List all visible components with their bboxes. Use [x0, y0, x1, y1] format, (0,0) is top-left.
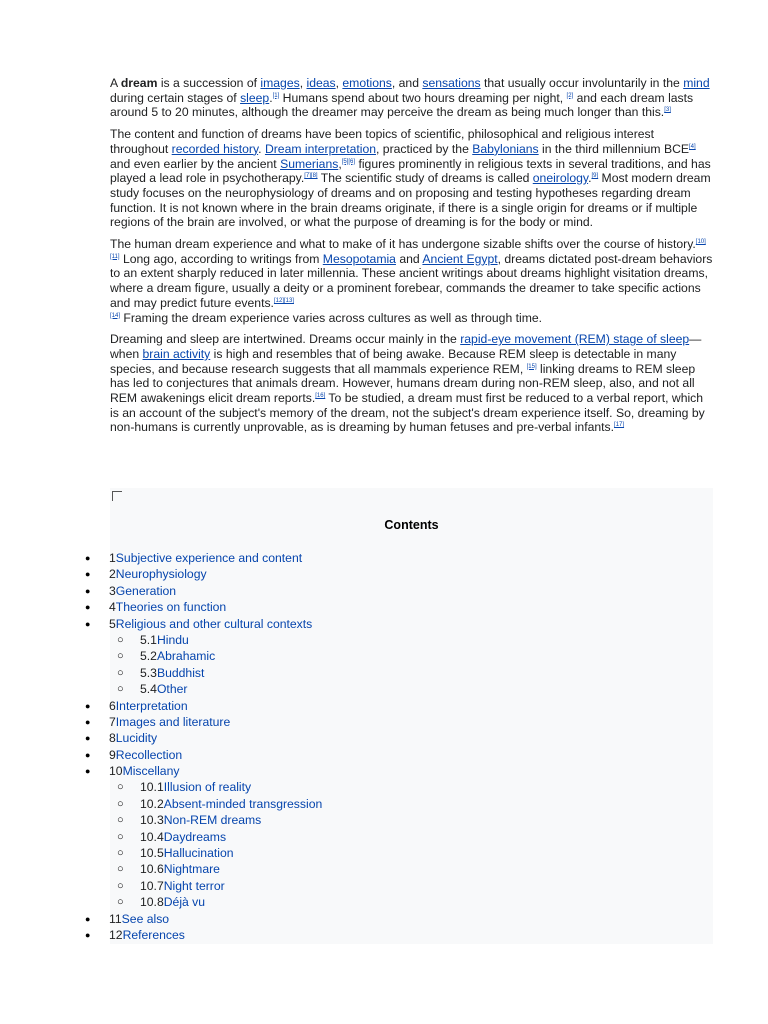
toc-number: 10.3 [140, 813, 164, 828]
toc-text[interactable]: Hindu [156, 632, 189, 647]
toc-text[interactable]: Recollection [115, 747, 183, 762]
toc-item[interactable] [0, 583, 768, 599]
text-run: is high and resembles that of being awake. Because REM sleep is detectable in many species, and because research suggests that all mammals experience REM, [110, 346, 677, 376]
toggle-icon[interactable] [112, 491, 122, 501]
toc-item[interactable] [0, 599, 768, 615]
toc-title: Contents [384, 518, 439, 532]
toc-item[interactable] [0, 861, 768, 877]
toc-item-link[interactable] [140, 779, 251, 795]
toc-item[interactable] [0, 878, 768, 894]
toc-item-link[interactable] [109, 911, 169, 927]
link-brain-activity[interactable]: brain activity [142, 346, 211, 361]
toc-number: 4 [109, 600, 116, 615]
toc-item[interactable] [0, 566, 768, 582]
toc-item-link[interactable] [109, 747, 182, 763]
text-run: . [258, 141, 265, 156]
toc-number: 10.7 [140, 878, 164, 893]
toc-number: 5.3 [140, 665, 157, 680]
disc-bullet-icon: ● [85, 618, 91, 629]
toc-item-link[interactable] [109, 599, 226, 615]
toc-number: 5.2 [140, 649, 157, 664]
citation-link[interactable]: [3] [664, 107, 671, 114]
toc-text[interactable]: Absent-minded transgression [163, 796, 323, 811]
toc-item[interactable] [0, 812, 768, 828]
toc-number: 10 [109, 764, 123, 779]
citation-link[interactable]: [2] [566, 92, 574, 99]
article-intro [110, 76, 714, 442]
citation-link[interactable]: [12][13] [273, 297, 294, 304]
link-rem-sleep[interactable]: rapid-eye movement (REM) stage of sleep [460, 332, 690, 347]
text-run: Dreaming and sleep are intertwined. Dreams occur mainly in the [110, 332, 461, 347]
toc-text[interactable]: Déjà vu [163, 895, 206, 910]
link-sumerians[interactable]: Sumerians [280, 156, 339, 171]
toc-number: 5.4 [140, 682, 157, 697]
text-run: and [395, 251, 423, 266]
disc-bullet-icon: ● [85, 733, 91, 744]
circle-bullet-icon: ○ [117, 863, 124, 876]
toc-text[interactable]: Miscellany [122, 764, 180, 779]
text-run: , [335, 76, 343, 90]
text-run: , practiced by the [376, 141, 473, 156]
link-recorded-history[interactable]: recorded history [171, 141, 259, 156]
toc-text[interactable]: See also [121, 911, 170, 926]
citation-link[interactable]: [10][11] [110, 239, 706, 260]
toc-item-link[interactable] [109, 566, 207, 582]
article-subject-bold: dream [120, 76, 158, 90]
toc-text[interactable]: Interpretation [115, 698, 188, 713]
text-run: during certain stages of [110, 90, 241, 105]
toc-number: 8 [109, 731, 116, 746]
toc-item-link[interactable] [140, 829, 226, 845]
toc-text[interactable]: Lucidity [115, 731, 158, 746]
text-run: Long ago, according to writings from [119, 251, 323, 266]
toc-text[interactable]: Non-REM dreams [163, 813, 262, 828]
toc-item-link[interactable] [109, 698, 188, 714]
disc-bullet-icon: ● [85, 602, 91, 613]
circle-bullet-icon: ○ [117, 666, 124, 679]
link-sleep[interactable]: sleep [240, 90, 270, 105]
text-run: and each dream lasts around 5 to 20 minutes, although the dreamer may perceive the dream as being much longer than this. [110, 90, 694, 120]
circle-bullet-icon: ○ [117, 633, 124, 646]
text-run: , [338, 156, 342, 171]
link-oneirology[interactable]: oneirology [532, 171, 589, 186]
text-run: —when [110, 332, 702, 361]
toc-item[interactable] [0, 911, 768, 927]
text-run: in the third millennium BCE [538, 141, 690, 156]
toc-text[interactable]: Images and literature [115, 714, 231, 729]
toc-text[interactable]: Daydreams [163, 829, 227, 844]
link-ancient-egypt[interactable]: Ancient Egypt [422, 251, 498, 266]
text-run: . [269, 90, 273, 105]
toc-number: 10.8 [140, 895, 164, 910]
toc-item[interactable] [0, 714, 768, 730]
link-emotions[interactable]: emotions [342, 76, 392, 90]
circle-bullet-icon: ○ [117, 683, 124, 696]
circle-bullet-icon: ○ [117, 814, 124, 827]
toc-number: 3 [109, 583, 116, 598]
link-mind[interactable]: mind [683, 76, 710, 90]
text-run: , dreams dictated post-dream behaviors to an extent sharply reduced in later millennia. These ancient writings about dreams highlight visitation dreams, where a dream figure, usually a deity or a prominent forebear, commands the dreamer to take specific actions and may predict future events. [110, 251, 713, 310]
toc-item-link[interactable] [109, 763, 179, 779]
toc-item-link[interactable] [140, 665, 204, 681]
toc-item[interactable] [0, 779, 768, 795]
toc-number: 5.1 [140, 632, 157, 647]
toc-number: 10.4 [140, 829, 164, 844]
table-of-contents [0, 550, 768, 943]
link-babylonians[interactable]: Babylonians [472, 141, 539, 156]
toc-item-link[interactable] [140, 632, 189, 648]
toc-number: 9 [109, 747, 116, 762]
text-run: Humans spend about two hours dreaming per night, [279, 90, 567, 105]
toc-item[interactable] [0, 747, 768, 763]
circle-bullet-icon: ○ [117, 650, 124, 663]
toc-number: 7 [109, 714, 116, 729]
text-run: The human dream experience and what to make of it has undergone sizable shifts over the course of history. [110, 237, 696, 252]
text-run: The content and function of dreams have been topics of scientific, philosophical and religious interest throughout [110, 127, 655, 156]
circle-bullet-icon: ○ [117, 781, 124, 794]
toc-item-link[interactable] [109, 927, 185, 943]
toc-text[interactable]: Other [156, 682, 188, 697]
link-dream-interpretation[interactable]: Dream interpretation [264, 141, 377, 156]
toc-item-link[interactable] [109, 714, 230, 730]
intro-paragraph-2 [110, 127, 714, 230]
toc-item[interactable] [0, 665, 768, 681]
text-run: Framing the dream experience varies across cultures as well as through time. [120, 310, 543, 325]
citation-link[interactable]: [17] [614, 422, 625, 429]
link-sensations[interactable]: sensations [422, 76, 481, 90]
disc-bullet-icon: ● [85, 553, 91, 563]
toc-text[interactable]: Nightmare [163, 862, 220, 877]
intro-paragraph-3 [110, 237, 714, 325]
circle-bullet-icon: ○ [117, 896, 124, 909]
link-images[interactable]: images [260, 76, 300, 90]
circle-bullet-icon: ○ [117, 847, 124, 860]
text-run: . [588, 171, 592, 186]
disc-bullet-icon: ● [85, 749, 91, 760]
text-run: A [110, 76, 121, 90]
toc-item-link[interactable] [109, 583, 176, 599]
citation-link[interactable]: [9] [591, 173, 599, 180]
disc-bullet-icon: ● [85, 716, 91, 727]
toc-text[interactable]: Generation [115, 583, 177, 598]
toc-item[interactable] [0, 550, 768, 566]
text-run: figures prominently in religious texts in several traditions, and has played a lead role in psychotherapy. [110, 156, 711, 186]
toc-text[interactable]: Buddhist [156, 665, 205, 680]
disc-bullet-icon: ● [85, 585, 91, 596]
disc-bullet-icon: ● [85, 569, 91, 580]
toc-number: 2 [109, 567, 116, 582]
intro-paragraph-4 [110, 332, 714, 435]
text-run: The scientific study of dreams is called [317, 171, 533, 186]
toc-item-link[interactable] [140, 648, 215, 664]
toc-item-link[interactable] [140, 894, 205, 910]
citation-link[interactable]: [14] [110, 312, 121, 319]
text-run: and even earlier by the ancient [110, 156, 281, 171]
toc-item-link[interactable] [140, 878, 225, 894]
link-ideas[interactable]: ideas [306, 76, 336, 90]
toc-number: 1 [109, 551, 116, 565]
toc-number: 10.6 [140, 862, 164, 877]
citation-link[interactable]: [16] [315, 393, 326, 400]
toc-number: 10.2 [140, 796, 164, 811]
text-run: To be studied, a dream must first be reduced to a verbal report, which is an account of the subject's memory of the dream, not the subject's dream experience itself. So, dreaming by non-humans is currently unprovable, as is dreaming by human fetuses and pre-verbal infants. [110, 391, 705, 435]
toc-item-link[interactable] [109, 730, 157, 746]
toc-text[interactable]: Illusion of reality [163, 780, 252, 795]
toc-number: 10.1 [140, 780, 164, 795]
toc-item-link[interactable] [140, 812, 261, 828]
toc-number: 12 [109, 927, 123, 942]
citation-link[interactable]: [15] [526, 363, 537, 370]
text-run: linking dreams to REM sleep has led to conjectures that animals dream. However, humans dream during non-REM sleep, also, and not all REM awakenings elicit dream reports. [110, 361, 696, 406]
toc-number: 11 [109, 911, 122, 926]
text-run: is a succession of [157, 76, 261, 90]
disc-bullet-icon: ● [85, 766, 91, 777]
citation-link[interactable]: [1] [272, 92, 280, 99]
toc-text[interactable]: Subjective experience and content [115, 551, 303, 565]
toc-text[interactable]: Neurophysiology [115, 567, 207, 582]
text-run: that usually occur involuntarily in the [480, 76, 684, 90]
toc-number: 5 [109, 616, 116, 631]
toc-item[interactable] [0, 894, 768, 910]
text-run: Most modern dream study focuses on the neurophysiology of dreams and on proposing and testing hypotheses regarding dream function. It is not known where in the brain dreams originate, if there is a single origin for dreams or if multiple regions of the brain are involved, or what the purpose of dreaming is for the body or mind. [110, 171, 711, 230]
disc-bullet-icon: ● [85, 700, 91, 711]
toc-item[interactable] [0, 796, 768, 812]
toc-item[interactable] [0, 730, 768, 746]
text-run: , and [391, 76, 423, 90]
toc-text[interactable]: Hallucination [163, 846, 234, 861]
circle-bullet-icon: ○ [117, 830, 124, 843]
text-run: , [299, 76, 307, 90]
toc-item-link[interactable] [140, 681, 187, 697]
toc-item[interactable] [0, 681, 768, 697]
citation-link[interactable]: [5][6] [341, 158, 356, 165]
toc-text[interactable]: Theories on function [115, 600, 227, 615]
citation-link[interactable]: [4] [689, 143, 696, 150]
toc-item[interactable] [0, 698, 768, 714]
toc-item-link[interactable] [140, 861, 220, 877]
citation-link[interactable]: [7][8] [304, 173, 318, 180]
toc-item-link[interactable] [140, 845, 234, 861]
toc-item[interactable] [0, 632, 768, 648]
toc-item-link[interactable] [140, 796, 322, 812]
toc-item[interactable] [0, 763, 768, 779]
toc-text[interactable]: References [122, 927, 185, 942]
toc-item[interactable] [0, 616, 768, 632]
toc-item[interactable] [0, 927, 768, 943]
toc-number: 10.5 [140, 846, 164, 861]
intro-paragraph-1 [110, 76, 714, 120]
toc-number: 6 [109, 698, 116, 713]
circle-bullet-icon: ○ [117, 797, 124, 810]
toc-item-link[interactable] [109, 616, 312, 632]
circle-bullet-icon: ○ [117, 879, 124, 892]
toc-text[interactable]: Abrahamic [156, 649, 216, 664]
toc-text[interactable]: Night terror [163, 878, 225, 893]
toc-item[interactable] [0, 648, 768, 664]
toc-item[interactable] [0, 845, 768, 861]
toc-item-link[interactable] [109, 550, 302, 566]
disc-bullet-icon: ● [85, 929, 91, 940]
toc-text[interactable]: Religious and other cultural contexts [115, 616, 313, 631]
toc-item[interactable] [0, 829, 768, 845]
disc-bullet-icon: ● [85, 913, 91, 924]
link-mesopotamia[interactable]: Mesopotamia [322, 251, 396, 266]
